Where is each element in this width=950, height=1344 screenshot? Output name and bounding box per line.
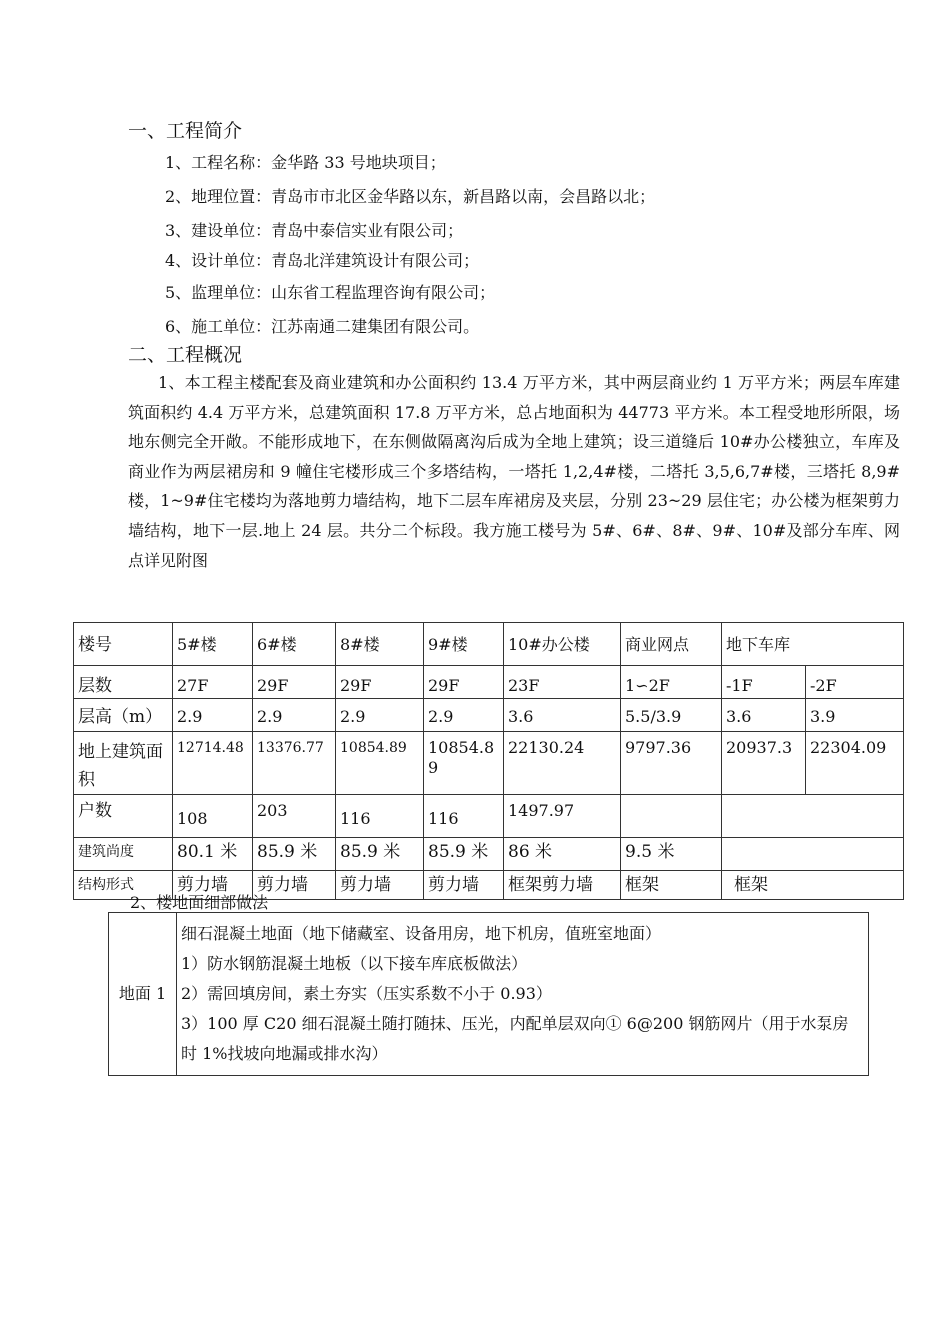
table-cell: 29F bbox=[253, 666, 336, 699]
header-cell: 地下车库 bbox=[722, 623, 904, 666]
table-cell: 108 bbox=[173, 795, 253, 838]
table-cell: 1∽2F bbox=[621, 666, 722, 699]
table-cell: 剪力墙 bbox=[253, 871, 336, 900]
table-row bbox=[74, 623, 904, 666]
table-cell: -2F bbox=[806, 666, 904, 699]
floor-detail-subheading: 2、楼地面细部做法 bbox=[130, 893, 269, 912]
table-cell bbox=[722, 838, 904, 871]
table-cell: 2.9 bbox=[336, 699, 424, 732]
detail-line: 2）需回填房间，素土夯实（压实系数不小于 0.93） bbox=[181, 984, 552, 1003]
table-cell: 10854.89 bbox=[424, 732, 504, 795]
floor-detail-cell bbox=[177, 913, 869, 1076]
detail-line: 3）100 厚 C20 细石混凝土随打随抹、压光，内配单层双向① 6@200 钢筋网片（用于水泵房时 1%找坡向地漏或排水沟） bbox=[181, 1014, 849, 1063]
table-cell: 3.6 bbox=[504, 699, 621, 732]
table-cell: 85.9 米 bbox=[253, 838, 336, 871]
row-label: 地上建筑面积 bbox=[74, 732, 173, 795]
table-cell: 剪力墙 bbox=[336, 871, 424, 900]
header-cell: 8#楼 bbox=[336, 623, 424, 666]
table-cell: 框架 bbox=[621, 871, 722, 900]
table-row bbox=[74, 838, 904, 871]
floor-type-label: 地面 1 bbox=[109, 913, 177, 1076]
overview-paragraph: 1、本工程主楼配套及商业建筑和办公面积约 13.4 万平方米，其中两层商业约 1 万平方米；两层车库建筑面积约 4.4 万平方米，总建筑面积 17.8 万平方米，总占地面积为 44773 平方米。本工程受地形所限，场地东侧完全开敞。不能形成地下，在东侧做隔离沟后成为全地上建筑；设三道缝后 10#办公楼独立，车库及商业作为两层裙房和 9 幢住宅楼形成三个多塔结构，一塔托 1,2,4#楼，二塔托 3,5,6,7#楼，三塔托 8,9#楼，1~9#住宅楼均为落地剪力墙结构，地下二层车库裙房及夹层，分别 23~29 层住宅；办公楼为框架剪力墙结构，地下一层.地上 24 层。共分二个标段。我方施工楼号为 5#、6#、8#、9#、10#及部分车库、网点详见附图 bbox=[128, 373, 900, 570]
table-cell: 116 bbox=[424, 795, 504, 838]
table-cell: 203 bbox=[253, 795, 336, 838]
table-row bbox=[74, 732, 904, 795]
table-cell: 23F bbox=[504, 666, 621, 699]
table-row bbox=[74, 699, 904, 732]
table-cell: 12714.48 bbox=[173, 732, 253, 795]
table-cell: 13376.77 bbox=[253, 732, 336, 795]
project-location: 2、地理位置：青岛市市北区金华路以东，新昌路以南，会昌路以北； bbox=[165, 187, 656, 206]
detail-line: 细石混凝土地面（地下储藏室、设备用房，地下机房，值班室地面） bbox=[181, 924, 662, 943]
project-name: 1、工程名称：金华路 33 号地块项目； bbox=[165, 153, 446, 172]
table-cell: 框架剪力墙 bbox=[504, 871, 621, 900]
construction-unit: 3、建设单位：青岛中泰信实业有限公司； bbox=[165, 221, 464, 240]
table-cell: 9797.36 bbox=[621, 732, 722, 795]
row-label: 层高（m） bbox=[74, 699, 173, 732]
table-row bbox=[74, 795, 904, 838]
table-cell bbox=[722, 795, 904, 838]
table-cell: 27F bbox=[173, 666, 253, 699]
contractor-unit: 6、施工单位：江苏南通二建集团有限公司。 bbox=[165, 317, 480, 336]
table-cell: 2.9 bbox=[173, 699, 253, 732]
table-cell: 剪力墙 bbox=[173, 871, 253, 900]
table-cell: 剪力墙 bbox=[424, 871, 504, 900]
table-cell: 85.9 米 bbox=[336, 838, 424, 871]
header-cell: 6#楼 bbox=[253, 623, 336, 666]
table-cell: 86 米 bbox=[504, 838, 621, 871]
table-cell: 2.9 bbox=[424, 699, 504, 732]
table-cell: 20937.3 bbox=[722, 732, 806, 795]
table-cell: 116 bbox=[336, 795, 424, 838]
row-label: 建筑尚度 bbox=[74, 838, 173, 871]
table-cell: 29F bbox=[424, 666, 504, 699]
table-cell: 3.9 bbox=[806, 699, 904, 732]
table-cell: 22304.09 bbox=[806, 732, 904, 795]
design-unit: 4、设计单位：青岛北洋建筑设计有限公司； bbox=[165, 251, 480, 270]
header-cell: 楼号 bbox=[74, 623, 173, 666]
floor-detail-table bbox=[108, 912, 869, 1076]
table-cell: 9.5 米 bbox=[621, 838, 722, 871]
row-label: 层数 bbox=[74, 666, 173, 699]
table-cell: 5.5/3.9 bbox=[621, 699, 722, 732]
supervision-unit: 5、监理单位：山东省工程监理咨询有限公司； bbox=[165, 283, 496, 302]
table-cell: 1497.97 bbox=[504, 795, 621, 838]
section1-heading: 一、工程简介 bbox=[128, 120, 243, 142]
header-cell: 商业网点 bbox=[621, 623, 722, 666]
table-cell: 10854.89 bbox=[336, 732, 424, 795]
table-cell: 22130.24 bbox=[504, 732, 621, 795]
table-cell bbox=[621, 795, 722, 838]
table-cell: 85.9 米 bbox=[424, 838, 504, 871]
row-label: 户数 bbox=[74, 795, 173, 838]
header-cell: 9#楼 bbox=[424, 623, 504, 666]
detail-line: 1）防水钢筋混凝土地板（以下接车库底板做法） bbox=[181, 954, 528, 973]
table-cell: 80.1 米 bbox=[173, 838, 253, 871]
table-cell: 2.9 bbox=[253, 699, 336, 732]
header-cell: 5#楼 bbox=[173, 623, 253, 666]
section2-heading: 二、工程概况 bbox=[128, 344, 243, 366]
table-cell: 29F bbox=[336, 666, 424, 699]
header-cell: 10#办公楼 bbox=[504, 623, 621, 666]
building-table bbox=[73, 622, 904, 900]
row-label: 结构形式 bbox=[74, 871, 173, 900]
table-cell: 框架 bbox=[722, 871, 904, 900]
table-row bbox=[74, 666, 904, 699]
table-cell: -1F bbox=[722, 666, 806, 699]
table-cell: 3.6 bbox=[722, 699, 806, 732]
table-row bbox=[109, 913, 869, 1076]
